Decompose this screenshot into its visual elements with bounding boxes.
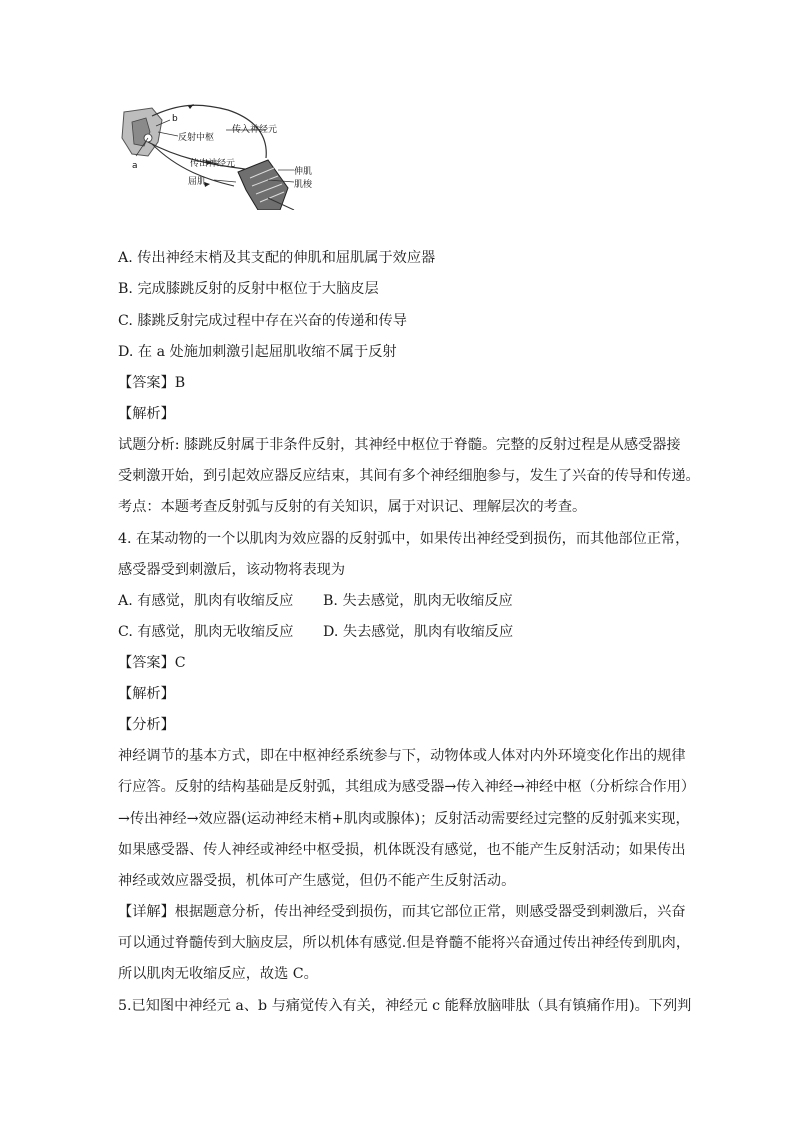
q4-fenxi-line-4: 如果感受器、传人神经或神经中枢受损，机体既没有感觉，也不能产生反射活动；如果传出 [118,842,686,858]
q4-stem-line-2: 感受器受到刺激后，该动物将表现为 [118,562,346,578]
q4-fenxi-line-1: 神经调节的基本方式，即在中枢神经系统参与下，动物体或人体对内外环境变化作出的规律 [118,748,686,764]
q3-analysis-line-2: 受刺激开始，到引起效应器反应结束，其间有多个神经细胞参与，发生了兴奋的传导和传递。 [118,468,700,484]
q4-fenxi-line-5: 神经或效应器受损，机体可产生感觉，但仍不能产生反射活动。 [118,873,516,889]
q4-fenxi-heading: 【分析】 [118,717,175,733]
q3-answer: 【答案】B [118,375,186,391]
q4-option-d: D. 失去感觉，肌肉有收缩反应 [323,624,514,640]
q4-detail-heading: 【详解】 [118,904,175,920]
label-extensor: 伸肌 [294,167,313,177]
q4-stem-line-1: 4. 在某动物的一个以肌肉为效应器的反射弧中，如果传出神经受到损伤，而其他部位正常， [118,531,690,547]
label-afferent-neuron: 传入神经元 [232,125,278,135]
label-a: a [132,161,138,171]
q4-detail-text-1: 根据题意分析，传出神经受到损伤，而其它部位正常，则感受器受到刺激后，兴奋 [174,904,686,920]
q3-option-d: D. 在 a 处施加刺激引起屈肌收缩不属于反射 [118,344,397,360]
q3-analysis-line-1: 试题分析: 膝跳反射属于非条件反射，其神经中枢位于脊髓。完整的反射过程是从感受器接 [118,437,681,453]
q4-option-a: A. 有感觉，肌肉有收缩反应 [118,593,294,609]
label-reflex-center: 反射中枢 [178,133,215,143]
q5-stem-line-1: 5.已知图中神经元 a、b 与痛觉传入有关，神经元 c 能释放脑啡肽（具有镇痛作用)。下列判 [118,998,692,1014]
q4-analysis-heading: 【解析】 [118,686,175,702]
q4-fenxi-line-3: →传出神经→效应器(运动神经末梢+肌肉或腺体)；反射活动需要经过完整的反射弧来实现， [118,811,690,827]
q4-detail-line-3: 所以肌肉无收缩反应，故选 C。 [118,966,318,982]
q4-detail-line-2: 可以通过脊髓传到大脑皮层，所以机体有感觉.但是脊髓不能将兴奋通过传出神经传到肌肉， [118,935,691,951]
q4-detail-line-1 [118,902,688,922]
q4-options-row-1 [118,591,688,611]
q4-answer: 【答案】C [118,655,186,671]
q4-option-c: C. 有感觉，肌肉无收缩反应 [118,624,294,640]
label-spindle: 肌梭 [294,180,313,190]
q4-option-b: B. 失去感觉，肌肉无收缩反应 [323,593,513,609]
q3-option-c: C. 膝跳反射完成过程中存在兴奋的传递和传导 [118,313,407,329]
q3-analysis-heading: 【解析】 [118,406,175,422]
q3-option-b: B. 完成膝跳反射的反射中枢位于大脑皮层 [118,281,379,297]
q4-options-row-2 [118,622,688,642]
q3-analysis-line-3: 考点：本题考查反射弧与反射的有关知识，属于对识记、理解层次的考查。 [118,499,587,515]
reflex-arc-figure [118,98,318,210]
q3-option-a: A. 传出神经末梢及其支配的伸肌和屈肌属于效应器 [118,250,436,266]
label-flexor: 屈肌 [188,177,207,187]
label-efferent-neuron: 传出神经元 [190,159,236,169]
label-b: b [172,114,178,124]
q4-fenxi-line-2: 行应答。反射的结构基础是反射弧，其组成为感受器→传入神经→神经中枢（分析综合作用） [118,779,696,795]
